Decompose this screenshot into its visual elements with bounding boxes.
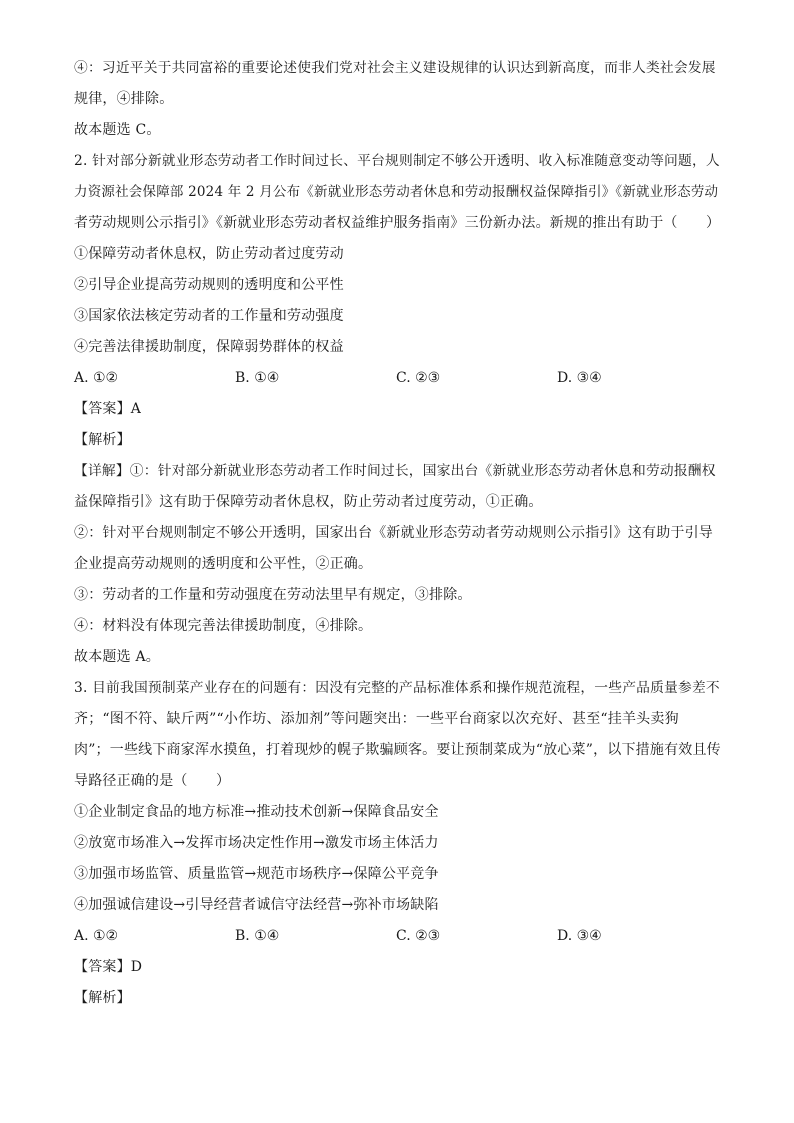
q2-option-b: B. ①④ [235,370,280,386]
q2-statement-2: ②引导企业提高劳动规则的透明度和公平性 [74,277,344,293]
q2-detail-line-6: ④：材料没有体现完善法律援助制度，④排除。 [74,618,373,634]
prev-conclusion: 故本题选 C。 [74,122,161,138]
q2-answer: 【答案】A [74,401,142,417]
q3-stem-line-2: 齐；“图不符、缺斤两”“小作坊、添加剂”等问题突出：一些平台商家以次充好、甚至“挂羊头卖狗 [74,711,679,727]
q3-answer: 【答案】D [74,959,143,975]
q2-option-c: C. ②③ [396,370,441,386]
q3-analysis-label: 【解析】 [74,990,131,1006]
prev-item [74,58,716,78]
q2-detail-line-2: 益保障指引》这有助于保障劳动者休息权，防止劳动者过度劳动，①正确。 [74,494,543,510]
q3-option-c: C. ②③ [396,928,441,944]
q2-option-d: D. ③④ [557,370,602,386]
q2-statement-3: ③国家依法核定劳动者的工作量和劳动强度 [74,308,344,324]
q3-stem-line-4: 导路径正确的是（ ） [74,773,231,789]
q3-option-a: A. ①② [74,928,119,944]
q3-statement-2: ②放宽市场准入→发挥市场决定性作用→激发市场主体活力 [74,835,439,851]
q3-options [74,926,718,946]
q3-statement-4: ④加强诚信建设→引导经营者诚信守法经营→弥补市场缺陷 [74,897,439,913]
q2-stem-line-2: 力资源社会保障部 2024 年 2 月公布《新就业形态劳动者休息和劳动报酬权益保障指引》《新就业形态劳动 [74,184,719,200]
q2-option-a: A. ①② [74,370,119,386]
q3-option-d: D. ③④ [557,928,602,944]
q3-statement-1: ①企业制定食品的地方标准→推动技术创新→保障食品安全 [74,804,439,820]
q2-stem-line-1: 2. 针对部分新就业形态劳动者工作时间过长、平台规则制定不够公开透明、收入标准随意变动等问题，人 [74,153,720,169]
q2-analysis-label: 【解析】 [74,432,131,448]
q2-statement-1: ①保障劳动者休息权，防止劳动者过度劳动 [74,246,344,262]
q3-stem-line-1: 3. 目前我国预制菜产业存在的问题有：因没有完整的产品标准体系和操作规范流程，一些产品质量参差不 [74,680,720,696]
q2-detail-line-5: ③：劳动者的工作量和劳动强度在劳动法里早有规定，③排除。 [74,587,472,603]
q2-statement-4: ④完善法律援助制度，保障弱势群体的权益 [74,339,344,355]
q2-stem-line-3: 者劳动规则公示指引》《新就业形态劳动者权益维护服务指南》三份新办法。新规的推出有助于（ ） [74,215,721,231]
prev-item-line-1: ④：习近平关于共同富裕的重要论述使我们党对社会主义建设规律的认识达到新高度，而非人类社会发展 [74,60,716,76]
q2-detail-line-3: ②：针对平台规则制定不够公开透明，国家出台《新就业形态劳动者劳动规则公示指引》这有助于引导 [74,525,713,541]
q3-statement-3: ③加强市场监管、质量监管→规范市场秩序→保障公平竞争 [74,866,439,882]
q2-detail-line-4: 企业提高劳动规则的透明度和公平性，②正确。 [74,556,373,572]
q3-option-b: B. ①④ [235,928,280,944]
q2-detail-line-1: 【详解】①：针对部分新就业形态劳动者工作时间过长，国家出台《新就业形态劳动者休息和劳动报酬权 [74,463,716,479]
q3-stem-line-3: 肉”；一些线下商家浑水摸鱼，打着现炒的幌子欺骗顾客。要让预制菜成为“放心菜”，以下措施有效且传 [74,742,721,758]
q2-conclusion: 故本题选 A。 [74,649,160,665]
prev-item-line-2: 规律，④排除。 [74,91,174,107]
q2-options [74,368,718,388]
